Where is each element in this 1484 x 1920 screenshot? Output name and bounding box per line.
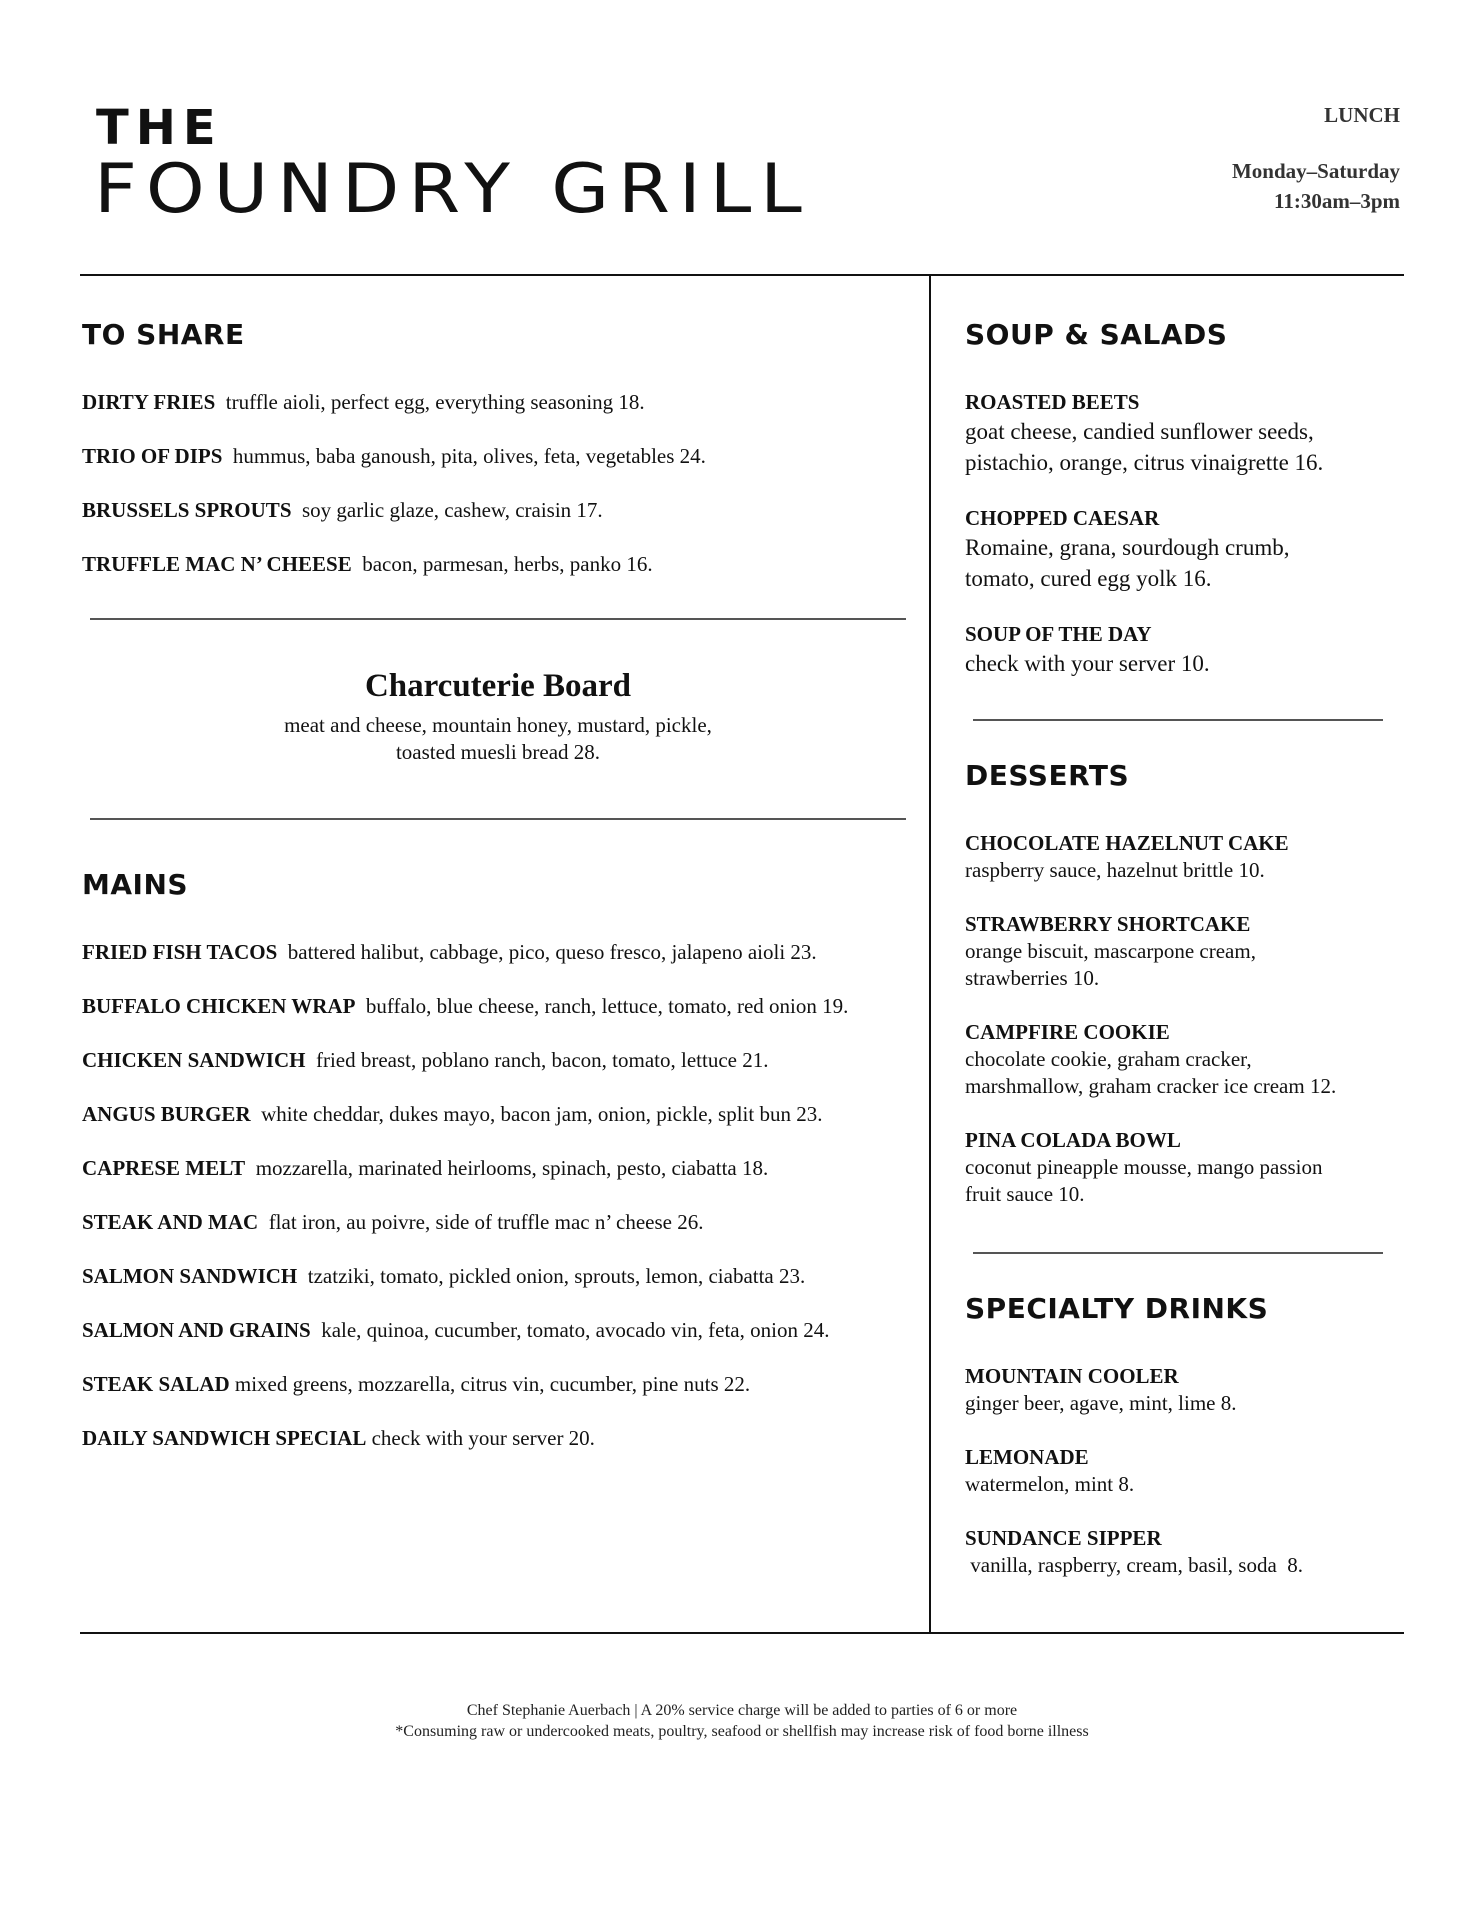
item-desc: check with your server 10. — [965, 651, 1210, 676]
item-name: SALMON SANDWICH — [82, 1264, 298, 1288]
menu-item — [82, 1424, 922, 1452]
item-desc: strawberries 10. — [965, 966, 1100, 990]
item-name: SALMON AND GRAINS — [82, 1318, 311, 1342]
item-name: STRAWBERRY SHORTCAKE — [965, 912, 1251, 936]
top-rule — [80, 274, 1404, 276]
hours-block — [1232, 100, 1400, 216]
item-desc: marshmallow, graham cracker ice cream 12. — [965, 1074, 1337, 1098]
feature-charcuterie — [82, 666, 914, 766]
section-title-soup-salads: SOUP & SALADS — [965, 318, 1228, 351]
logo-the: THE — [96, 100, 223, 156]
menu-item — [965, 910, 1395, 992]
menu-item — [82, 938, 922, 966]
item-name: TRUFFLE MAC N’ CHEESE — [82, 552, 352, 576]
item-name: CAMPFIRE COOKIE — [965, 1020, 1170, 1044]
menu-item — [82, 442, 922, 470]
menu-item — [965, 388, 1395, 478]
item-name: CHOCOLATE HAZELNUT CAKE — [965, 831, 1289, 855]
section-divider — [973, 1252, 1383, 1254]
item-desc: coconut pineapple mousse, mango passion — [965, 1155, 1323, 1179]
days-label: Monday–Saturday — [1231, 159, 1400, 183]
item-desc: fried breast, poblano ranch, bacon, tomato, lettuce 21. — [315, 1048, 769, 1072]
item-name: ANGUS BURGER — [82, 1102, 251, 1126]
item-name: STEAK SALAD — [82, 1372, 230, 1396]
item-desc: mozzarella, marinated heirlooms, spinach, pesto, ciabatta 18. — [255, 1156, 769, 1180]
menu-item — [82, 1316, 922, 1344]
menu-item — [965, 504, 1395, 594]
item-desc: goat cheese, candied sunflower seeds, — [965, 419, 1314, 444]
menu-item — [82, 1262, 922, 1290]
column-divider — [929, 276, 931, 1633]
footer — [0, 1700, 1484, 1742]
footer-chef-line: Chef Stephanie Auerbach | A 20% service charge will be added to parties of 6 or more — [466, 1702, 1018, 1719]
item-desc: white cheddar, dukes mayo, bacon jam, onion, pickle, split bun 23. — [261, 1102, 823, 1126]
item-name: MOUNTAIN COOLER — [965, 1364, 1179, 1388]
item-desc: battered halibut, cabbage, pico, queso fresco, jalapeno aioli 23. — [287, 940, 817, 964]
item-name: BRUSSELS SPROUTS — [82, 498, 292, 522]
item-desc: pistachio, orange, citrus vinaigrette 16. — [965, 450, 1324, 475]
feature-desc-line1: meat and cheese, mountain honey, mustard, pickle, — [284, 713, 712, 737]
item-desc: truffle aioli, perfect egg, everything seasoning 18. — [225, 390, 645, 414]
right-column — [965, 318, 1395, 1605]
item-desc: vanilla, raspberry, cream, basil, soda 8. — [965, 1553, 1304, 1577]
section-divider — [973, 719, 1383, 721]
item-desc: Romaine, grana, sourdough crumb, — [965, 535, 1290, 560]
item-name: CHOPPED CAESAR — [965, 506, 1160, 530]
section-title-to-share: TO SHARE — [82, 318, 245, 351]
time-label: 11:30am–3pm — [1274, 189, 1400, 213]
menu-item — [82, 496, 922, 524]
item-desc: tomato, cured egg yolk 16. — [965, 566, 1212, 591]
bottom-rule — [80, 1632, 1404, 1634]
item-name: ROASTED BEETS — [965, 390, 1140, 414]
section-divider — [90, 618, 906, 620]
menu-item — [82, 1154, 922, 1182]
section-divider — [90, 818, 906, 820]
item-name: SUNDANCE SIPPER — [965, 1526, 1162, 1550]
item-desc: kale, quinoa, cucumber, tomato, avocado vin, feta, onion 24. — [321, 1318, 830, 1342]
section-title-mains: MAINS — [82, 868, 189, 901]
menu-item — [965, 1126, 1395, 1208]
item-name: LEMONADE — [965, 1445, 1089, 1469]
menu-item — [965, 1524, 1395, 1579]
menu-item — [965, 620, 1395, 679]
logo-restaurant-name: FOUNDRY GRILL — [94, 150, 811, 229]
item-name: FRIED FISH TACOS — [82, 940, 278, 964]
item-name: BUFFALO CHICKEN WRAP — [82, 994, 356, 1018]
item-name: TRIO OF DIPS — [82, 444, 223, 468]
item-name: PINA COLADA BOWL — [965, 1128, 1181, 1152]
footer-disclaimer: *Consuming raw or undercooked meats, poultry, seafood or shellfish may increase risk of food borne illness — [395, 1723, 1089, 1740]
item-desc: check with your server 20. — [371, 1426, 595, 1450]
menu-item — [965, 1018, 1395, 1100]
item-desc: raspberry sauce, hazelnut brittle 10. — [965, 858, 1265, 882]
item-desc: orange biscuit, mascarpone cream, — [965, 939, 1256, 963]
item-desc: tzatziki, tomato, pickled onion, sprouts, lemon, ciabatta 23. — [307, 1264, 806, 1288]
item-desc: soy garlic glaze, cashew, craisin 17. — [302, 498, 603, 522]
item-name: DAILY SANDWICH SPECIAL — [82, 1426, 367, 1450]
item-desc: watermelon, mint 8. — [965, 1472, 1135, 1496]
item-desc: fruit sauce 10. — [965, 1182, 1085, 1206]
menu-item — [965, 1443, 1395, 1498]
meal-label: LUNCH — [1324, 103, 1400, 127]
menu-item — [82, 992, 922, 1020]
item-name: CAPRESE MELT — [82, 1156, 246, 1180]
mains-list — [82, 938, 922, 1452]
menu-item — [965, 829, 1395, 884]
item-desc: hummus, baba ganoush, pita, olives, feta, vegetables 24. — [232, 444, 706, 468]
item-name: STEAK AND MAC — [82, 1210, 259, 1234]
item-name: SOUP OF THE DAY — [965, 622, 1152, 646]
left-column — [82, 318, 922, 1478]
item-name: DIRTY FRIES — [82, 390, 216, 414]
menu-item — [82, 1100, 922, 1128]
menu-item — [82, 1208, 922, 1236]
item-desc: bacon, parmesan, herbs, panko 16. — [362, 552, 653, 576]
item-desc: chocolate cookie, graham cracker, — [965, 1047, 1252, 1071]
section-title-desserts: DESSERTS — [965, 759, 1130, 792]
item-desc: ginger beer, agave, mint, lime 8. — [965, 1391, 1237, 1415]
item-desc: mixed greens, mozzarella, citrus vin, cucumber, pine nuts 22. — [234, 1372, 751, 1396]
section-title-specialty-drinks: SPECIALTY DRINKS — [965, 1292, 1269, 1325]
menu-item — [82, 1370, 922, 1398]
to-share-list — [82, 388, 922, 578]
menu-item — [82, 550, 922, 578]
menu-item — [82, 388, 922, 416]
menu-item — [82, 1046, 922, 1074]
item-name: CHICKEN SANDWICH — [82, 1048, 306, 1072]
feature-name: Charcuterie Board — [364, 668, 632, 704]
item-desc: buffalo, blue cheese, ranch, lettuce, tomato, red onion 19. — [365, 994, 849, 1018]
feature-desc-line2: toasted muesli bread 28. — [395, 740, 601, 764]
menu-item — [965, 1362, 1395, 1417]
item-desc: flat iron, au poivre, side of truffle mac n’ cheese 26. — [268, 1210, 704, 1234]
